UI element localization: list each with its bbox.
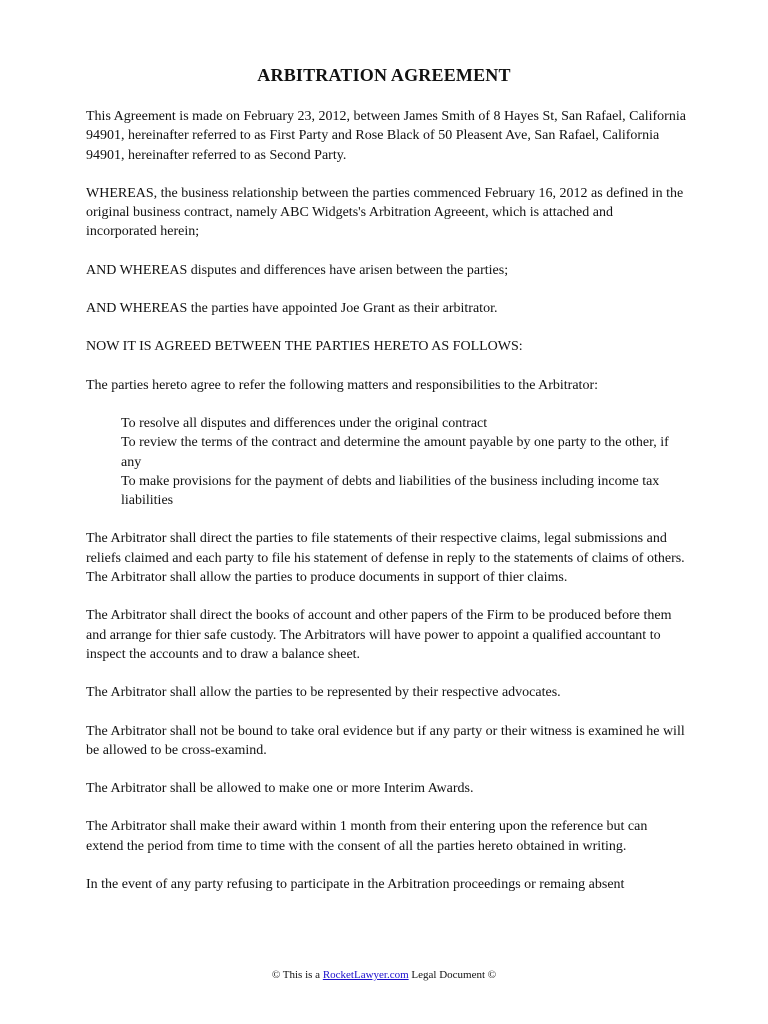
rocketlawyer-link[interactable]: RocketLawyer.com <box>322 969 409 981</box>
paragraph-advocates: The Arbitrator shall allow the parties to be represented by their respective advocates. <box>86 685 561 701</box>
paragraph-whereas-arbitrator: AND WHEREAS the parties have appointed Joe Grant as their arbitrator. <box>86 301 498 317</box>
footer-prefix: © This is a <box>271 969 321 981</box>
paragraph-agreement-parties: This Agreement is made on February 23, 2012, between James Smith of 8 Hayes St, San Rafael, California 94901, hereinafter referred to as First Party and Rose Black of 50 Pleasent Ave, San Rafael, California 94901, hereinafter referred to as Second Party. <box>86 109 686 163</box>
list-item: To review the terms of the contract and determine the amount payable by one party to the other, if any <box>121 435 669 470</box>
list-item: To resolve all disputes and differences under the original contract <box>121 415 488 431</box>
paragraph-oral-evidence: The Arbitrator shall not be bound to take oral evidence but if any party or their witness is examined he will be allowed to be cross-examind. <box>86 723 685 758</box>
list-item: To make provisions for the payment of debts and liabilities of the business including income tax liabilities <box>121 473 660 509</box>
document-title: ARBITRATION AGREEMENT <box>257 65 511 85</box>
footer-suffix: Legal Document © <box>411 969 497 981</box>
paragraph-statements: The Arbitrator shall direct the parties to file statements of their respective claims, legal submissions and reliefs claimed and each party to file his statement of defense in reply to the statements of claims of others. The Arbitrator shall allow the parties to produce documents in support of thier claims. <box>86 531 685 586</box>
paragraph-whereas-disputes: AND WHEREAS disputes and differences have arisen between the parties; <box>86 262 509 278</box>
paragraph-interim-awards: The Arbitrator shall be allowed to make one or more Interim Awards. <box>86 781 474 797</box>
matters-list <box>86 414 686 510</box>
paragraph-refusing-party: In the event of any party refusing to participate in the Arbitration proceedings or remaing absent <box>86 877 625 893</box>
paragraph-refer-matters: The parties hereto agree to refer the following matters and responsibilities to the Arbitrator: <box>86 377 598 393</box>
document-footer <box>0 968 768 982</box>
paragraph-award-timeline: The Arbitrator shall make their award within 1 month from their entering upon the reference but can extend the period from time to time with the consent of all the parties hereto obtained in writing. <box>86 819 648 854</box>
paragraph-books-of-account: The Arbitrator shall direct the books of account and other papers of the Firm to be produced before them and arrange for thier safe custody. The Arbitrators will have power to appoint a qualified accountant to inspect the accounts and to draw a balance sheet. <box>86 608 672 662</box>
paragraph-agreed-heading: NOW IT IS AGREED BETWEEN THE PARTIES HERETO AS FOLLOWS: <box>86 339 523 355</box>
paragraph-whereas-relationship: WHEREAS, the business relationship between the parties commenced February 16, 2012 as defined in the original business contract, namely ABC Widgets's Arbitration Agreeent, which is attached and incorporated herein; <box>86 185 684 240</box>
document-body <box>86 107 686 913</box>
